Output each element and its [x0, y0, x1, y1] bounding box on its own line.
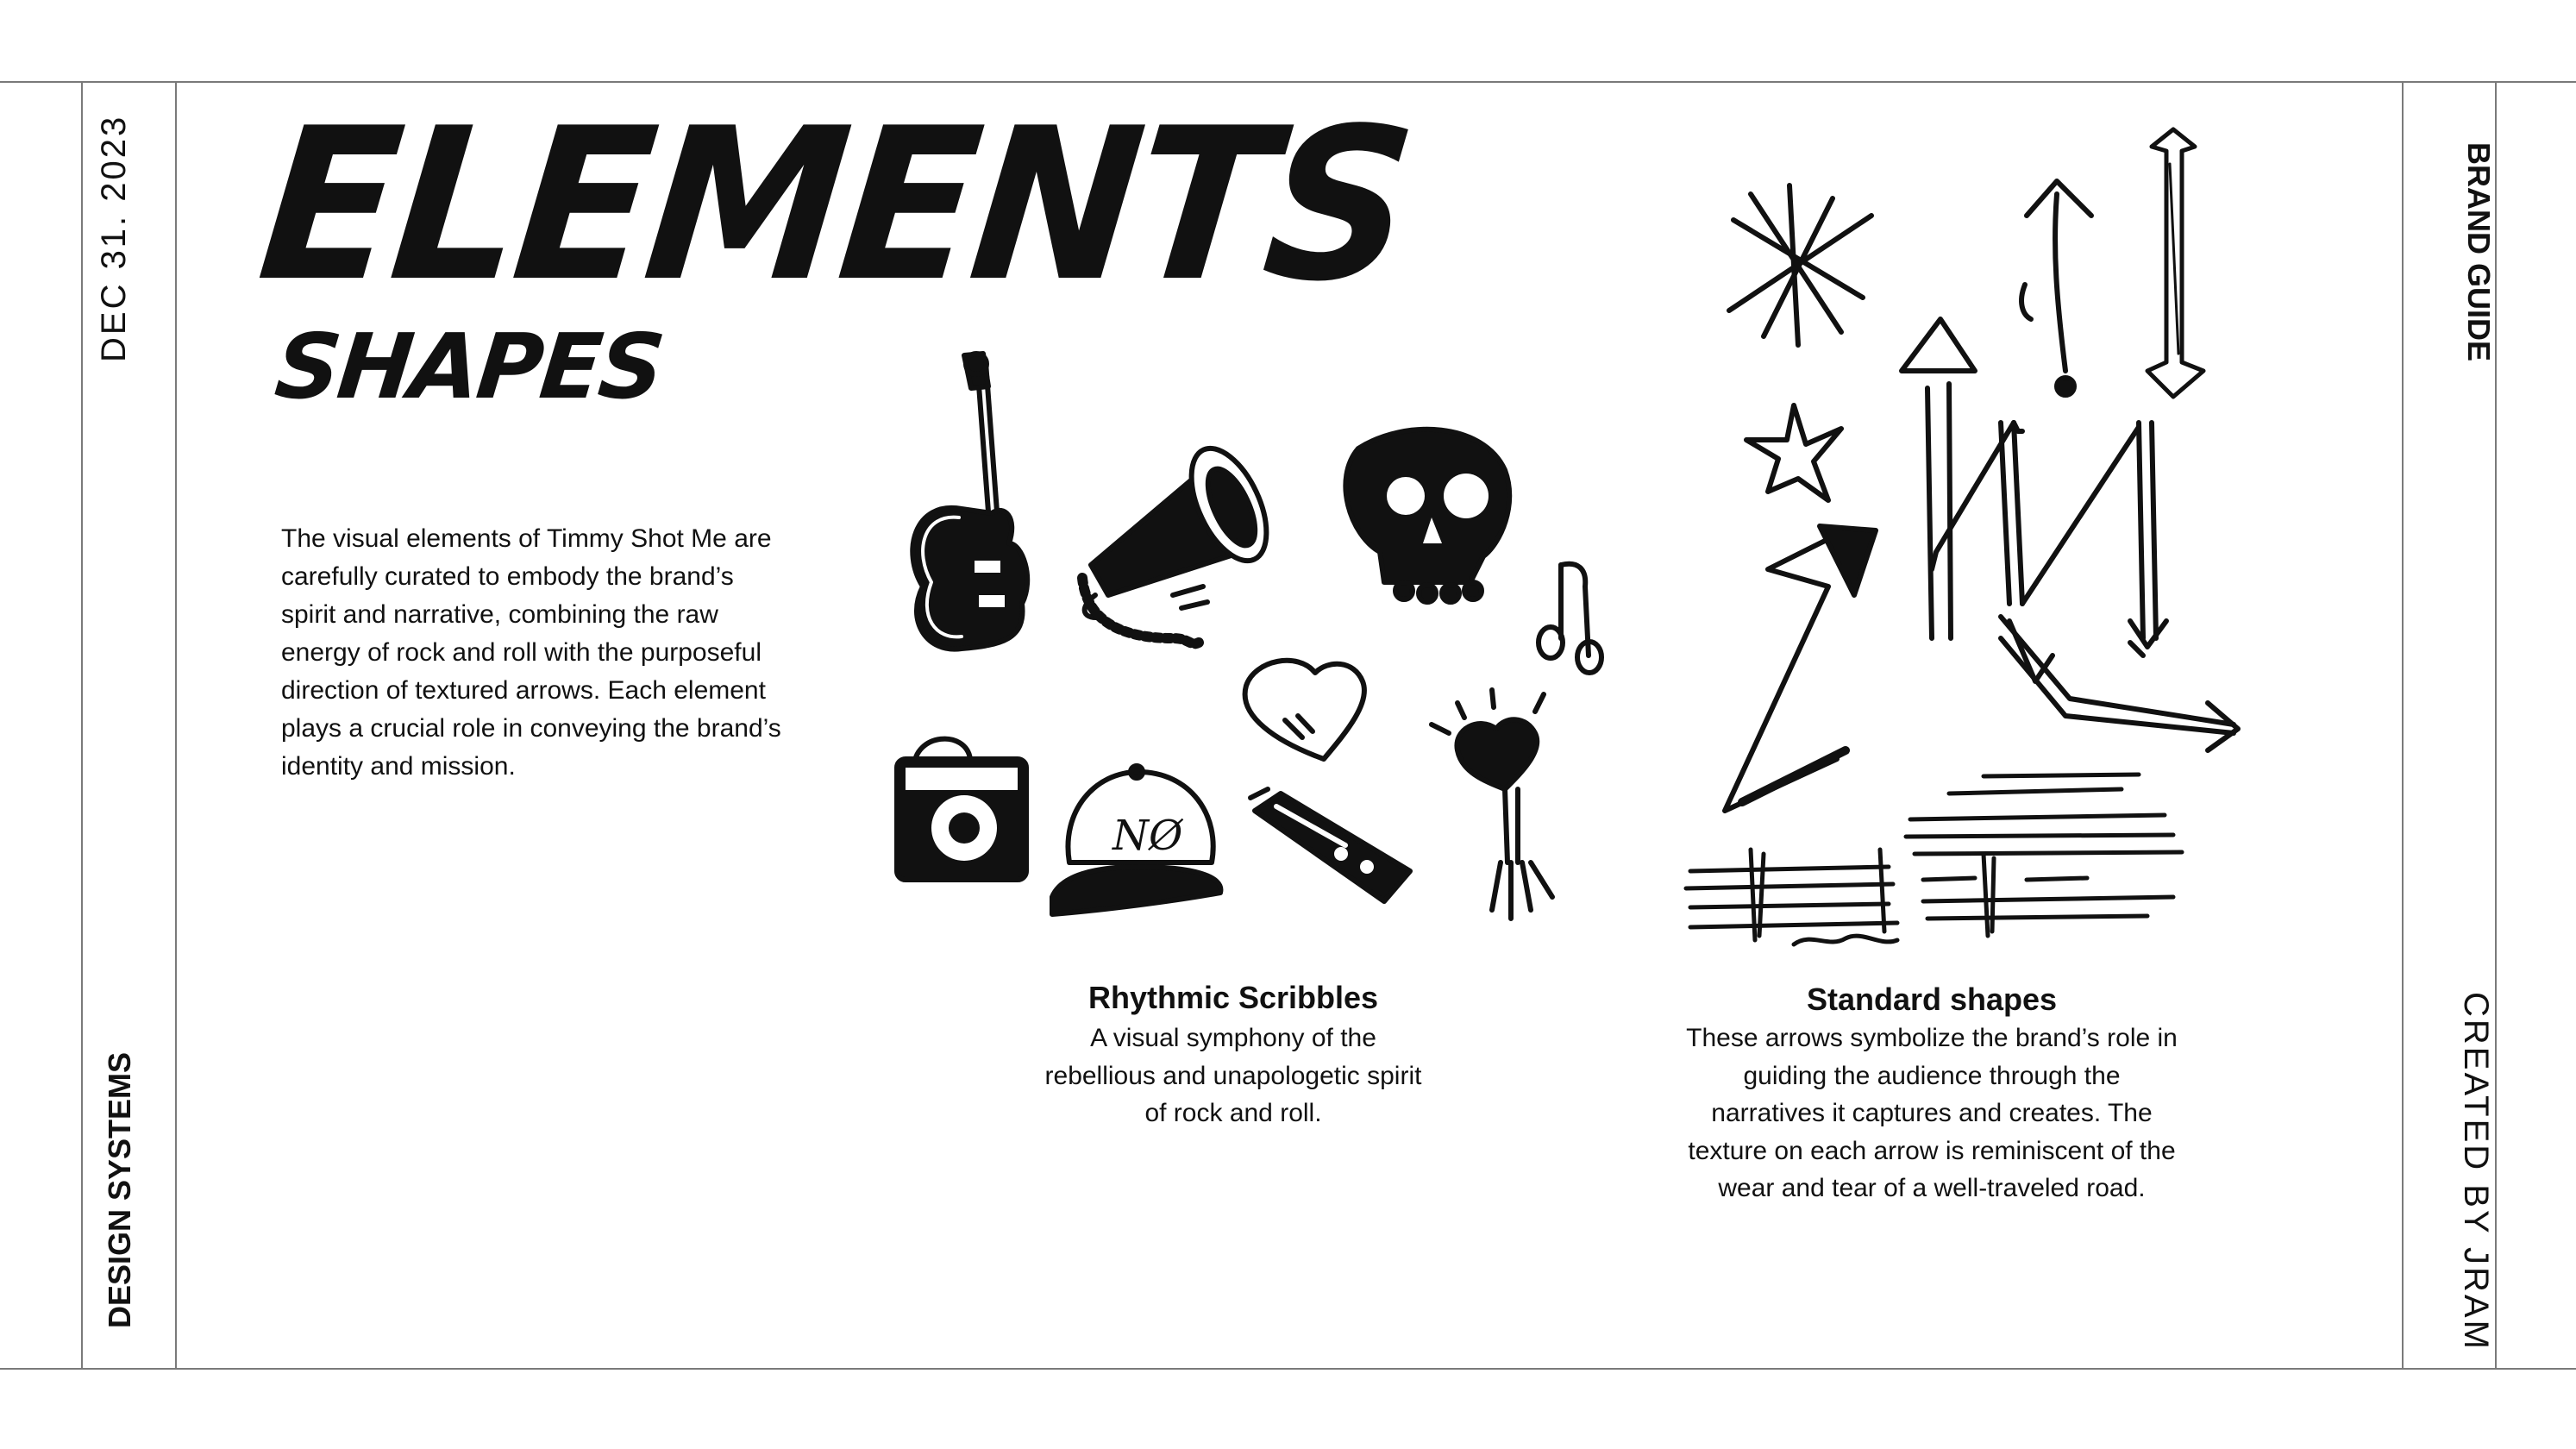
skull-icon	[1345, 430, 1509, 602]
author-label: CREATED BY JRAM	[2457, 992, 2495, 1352]
group-1-title: Rhythmic Scribbles	[1087, 980, 1379, 1015]
music-note-icon	[1539, 564, 1601, 673]
cassette-icon	[1250, 789, 1410, 901]
line-scribbles-icon	[1686, 775, 2182, 944]
cap-text: NØ	[1113, 812, 1183, 860]
page-subtitle: SHAPES	[270, 314, 668, 419]
star-icon	[1746, 405, 1841, 500]
group-2-title: Standard shapes	[1806, 982, 2058, 1017]
intro-paragraph: The visual elements of Timmy Shot Me are carefully curated to embody the brand’s spirit and narrative, combining the raw energy of rock and roll with the purposeful direction of textured arrows. Each element plays a crucial role in conveying the brand’s identity and mission.	[281, 524, 781, 781]
radio-icon	[897, 739, 1026, 880]
doc-type-label: BRAND GUIDE	[2461, 142, 2497, 362]
starburst-icon	[1729, 185, 1871, 345]
group-1-text: A visual symphony of the rebellious and unapologetic spirit of rock and roll.	[1044, 1024, 1422, 1127]
guitar-icon	[912, 354, 1027, 649]
cap-icon	[1052, 766, 1220, 914]
megaphone-icon	[1082, 437, 1282, 644]
arrow-icons	[1725, 129, 2238, 811]
heart-icon	[1245, 661, 1364, 759]
skeleton-hand-heart-icon	[1432, 690, 1552, 919]
section-label: DESIGN SYSTEMS	[102, 1051, 137, 1328]
date-label: DEC 31. 2023	[95, 114, 133, 362]
page-title: ELEMENTS	[249, 83, 1420, 328]
group-2-text: These arrows symbolize the brand’s role in guiding the audience through the narratives it captures and creates. The texture on each arrow is reminiscent of the wear and tear of a well-traveled road.	[1686, 1024, 2178, 1202]
